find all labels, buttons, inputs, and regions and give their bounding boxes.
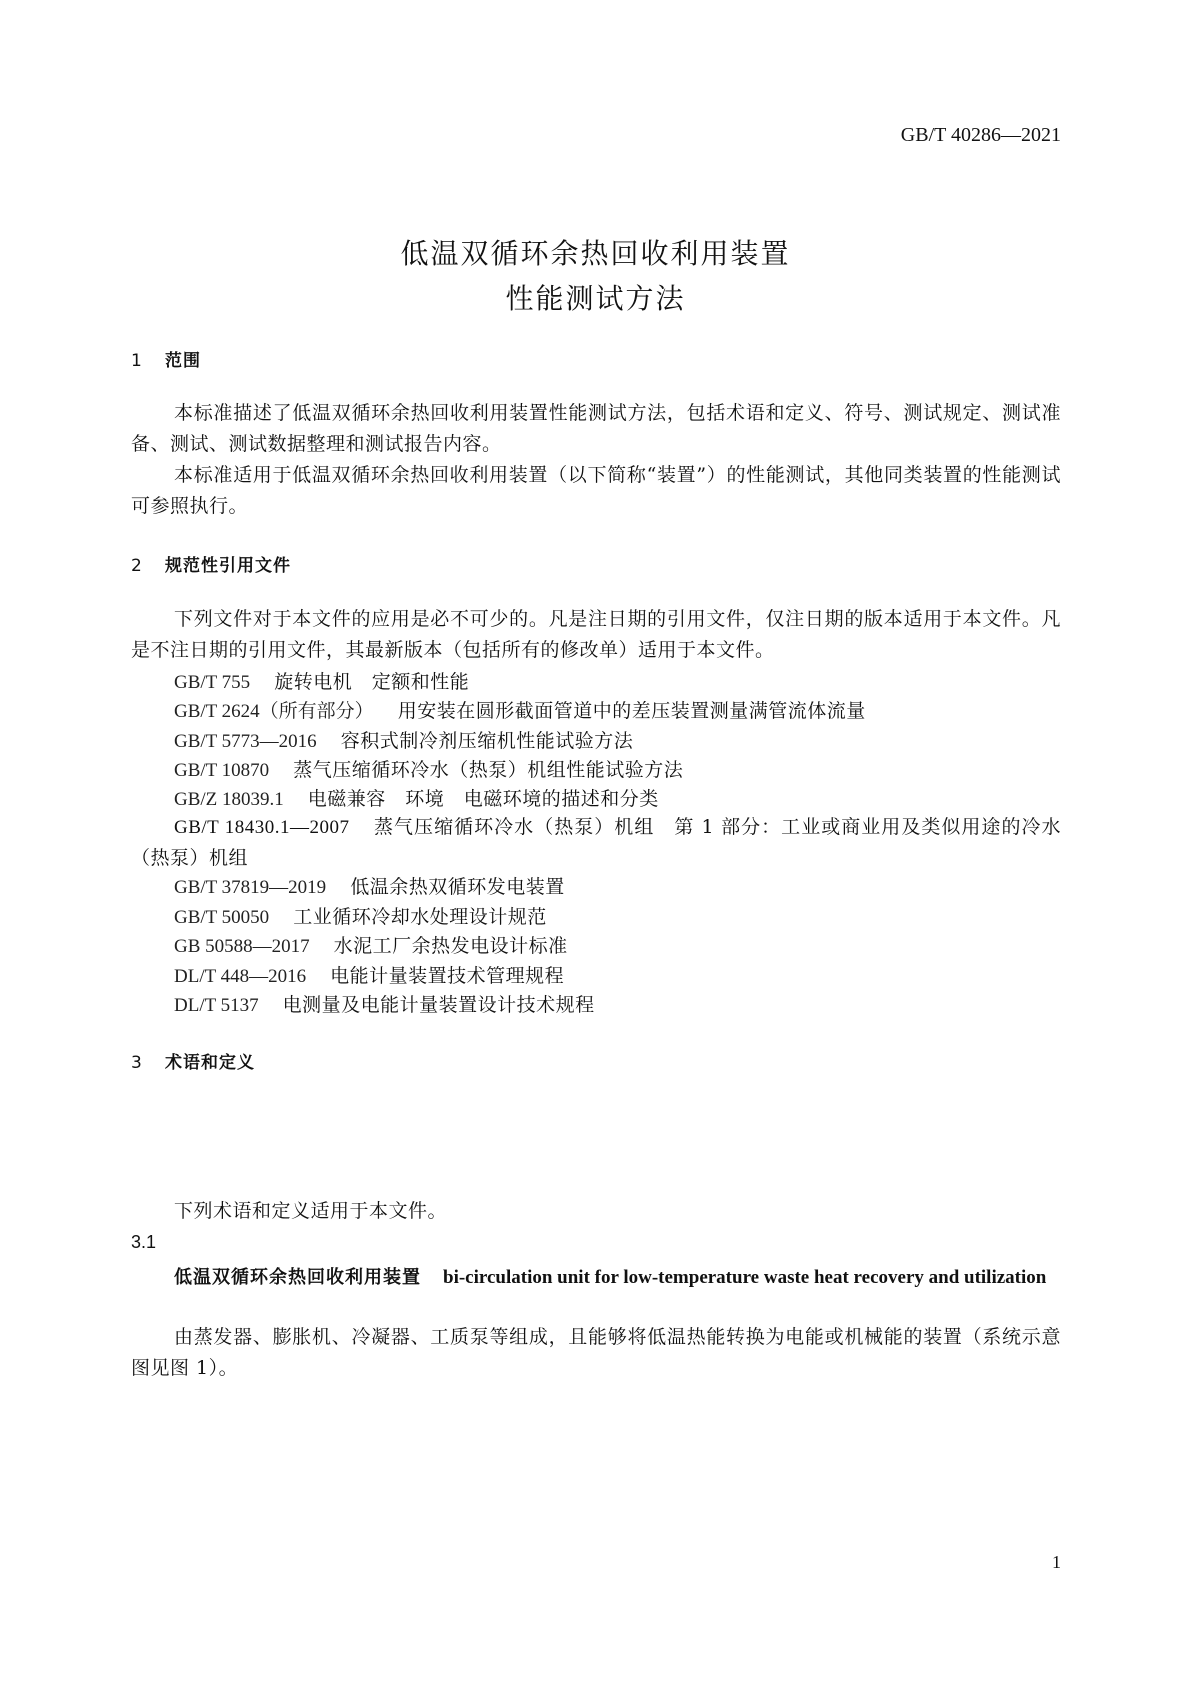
clause-number: 3.1 [131, 1232, 157, 1252]
reference-title: 用安装在圆形截面管道中的差压装置测量满管流体流量 [397, 700, 866, 722]
section-2-intro: 下列文件对于本文件的应用是必不可少的。凡是注日期的引用文件，仅注日期的版本适用于本文件。凡是不注日期的引用文件，其最新版本（包括所有的修改单）适用于本文件。 [131, 608, 1061, 661]
reference-item [174, 726, 633, 753]
reference-title: 蒸气压缩循环冷水（热泵）机组性能试验方法 [293, 759, 684, 781]
reference-code: GB/T 50050 [174, 907, 270, 928]
reference-code: GB/Z 18039.1 [174, 789, 284, 810]
reference-title: 旋转电机 定额和性能 [274, 671, 470, 693]
document-title-line-2: 性能测试方法 [505, 282, 686, 315]
document-title-line-1: 低温双循环余热回收利用装置 [400, 237, 791, 270]
section-title: 术语和定义 [165, 1053, 255, 1073]
reference-title: 蒸气压缩循环冷水（热泵）机组 第 1 部分：工业或商业用及类似用途的冷水（热泵）机组 [131, 816, 1062, 869]
term-chinese: 低温双循环余热回收利用装置 [174, 1267, 421, 1288]
reference-code: DL/T 5137 [174, 995, 259, 1016]
section-2-heading [131, 551, 291, 576]
reference-item [174, 931, 568, 958]
term-definition: 由蒸发器、膨胀机、冷凝器、工质泵等组成，且能够将低温热能转换为电能或机械能的装置（系统示意图见图 1）。 [131, 1326, 1061, 1379]
reference-item [174, 902, 547, 929]
reference-title: 电测量及电能计量装置设计技术规程 [282, 994, 595, 1016]
reference-item [174, 755, 683, 782]
reference-item [174, 990, 595, 1017]
reference-title: 容积式制冷剂压缩机性能试验方法 [340, 730, 634, 752]
standard-code: GB/T 40286—2021 [900, 124, 1061, 146]
reference-item [174, 961, 564, 988]
reference-item [174, 872, 565, 899]
section-number: 1 [131, 351, 143, 371]
term-english: bi-circulation unit for low-temperature waste heat recovery and utilization [443, 1267, 1047, 1288]
reference-code: GB/T 2624（所有部分） [174, 701, 374, 722]
section-number: 3 [131, 1053, 143, 1073]
section-3-heading [131, 1048, 255, 1073]
reference-item [174, 667, 469, 694]
section-1-paragraph-1: 本标准描述了低温双循环余热回收利用装置性能测试方法，包括术语和定义、符号、测试规定、测试准备、测试、测试数据整理和测试报告内容。 [131, 402, 1061, 455]
section-title: 范围 [165, 351, 201, 371]
reference-item [131, 812, 1061, 874]
reference-code: GB 50588—2017 [174, 936, 310, 957]
reference-title: 电能计量装置技术管理规程 [330, 965, 565, 987]
reference-title: 电磁兼容 环境 电磁环境的描述和分类 [307, 788, 659, 810]
section-title: 规范性引用文件 [165, 556, 291, 576]
section-1-paragraph-2: 本标准适用于低温双循环余热回收利用装置（以下简称“装置”）的性能测试，其他同类装置的性能测试可参照执行。 [131, 464, 1061, 517]
term-entry [131, 1262, 1061, 1293]
reference-code: GB/T 10870 [174, 760, 270, 781]
section-number: 2 [131, 556, 143, 576]
page-number: 1 [1052, 1552, 1061, 1572]
section-1-heading [131, 346, 201, 371]
reference-item [174, 696, 866, 723]
reference-title: 工业循环冷却水处理设计规范 [293, 906, 547, 928]
reference-code: GB/T 755 [174, 672, 251, 693]
reference-title: 低温余热双循环发电装置 [350, 876, 565, 898]
reference-code: GB/T 18430.1—2007 [174, 817, 350, 838]
reference-code: GB/T 37819—2019 [174, 877, 327, 898]
reference-code: DL/T 448—2016 [174, 966, 307, 987]
reference-title: 水泥工厂余热发电设计标准 [333, 935, 568, 957]
reference-item [174, 784, 659, 811]
reference-code: GB/T 5773—2016 [174, 731, 317, 752]
section-3-intro: 下列术语和定义适用于本文件。 [174, 1200, 448, 1222]
